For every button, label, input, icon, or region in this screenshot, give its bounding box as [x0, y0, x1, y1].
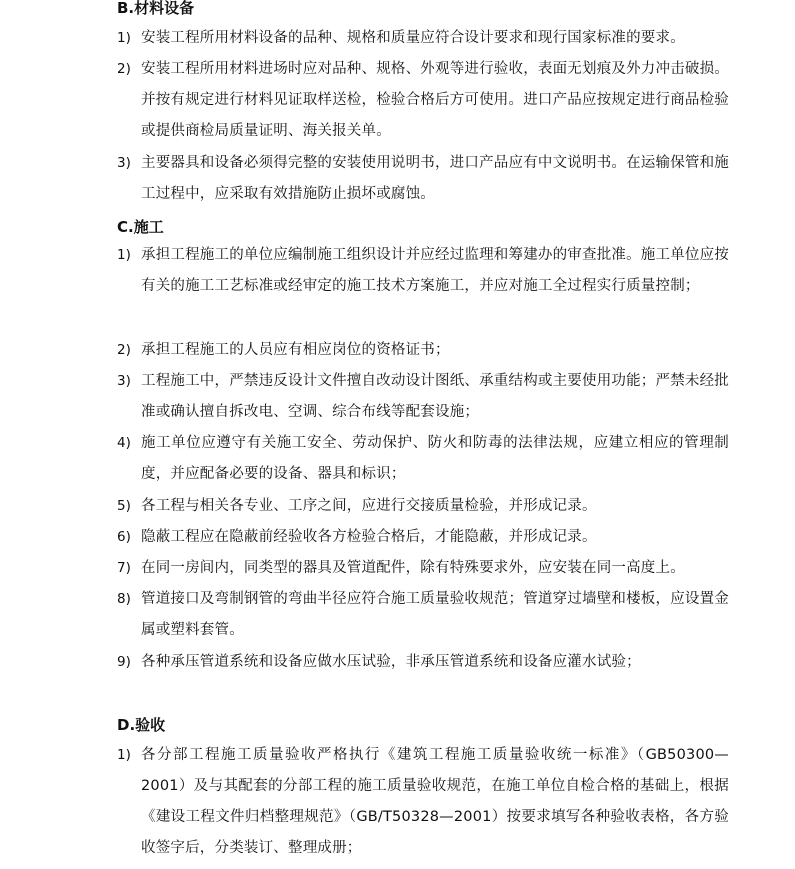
- item-number: 9): [117, 654, 131, 670]
- item-number: 8): [117, 591, 131, 607]
- item-number: 1): [117, 747, 131, 763]
- list-item-c6: [117, 522, 729, 553]
- list-item-c8: [117, 584, 729, 646]
- item-number: 2): [117, 342, 131, 358]
- item-text: 各种承压管道系统和设备应做水压试验，非承压管道系统和设备应灌水试验；: [141, 654, 641, 670]
- item-number: 1): [117, 247, 131, 263]
- item-number: 3): [117, 155, 131, 171]
- item-text: 承担工程施工的单位应编制施工组织设计并应经过监理和筹建办的审查批准。施工单位应按有关的施工工艺标准或经审定的施工技术方案施工，并应对施工全过程实行质量控制；: [141, 247, 729, 294]
- list-item-c2: [117, 335, 729, 366]
- item-number: 2): [117, 61, 131, 77]
- item-text: 在同一房间内，同类型的器具及管道配件，除有特殊要求外，应安装在同一高度上。: [141, 560, 685, 576]
- list-item-c3: [117, 366, 729, 428]
- section-heading-b: B.材料设备: [117, 0, 195, 17]
- item-text: 各工程与相关各专业、工序之间，应进行交接质量检验，并形成记录。: [141, 498, 597, 514]
- list-item-c5: [117, 491, 729, 522]
- list-item-b3: [117, 148, 729, 210]
- item-number: 7): [117, 560, 131, 576]
- list-item-d1: [117, 740, 729, 864]
- item-number: 5): [117, 498, 131, 514]
- item-number: 4): [117, 435, 131, 451]
- item-text: 主要器具和设备必须得完整的安装使用说明书，进口产品应有中文说明书。在运输保管和施工过程中，应采取有效措施防止损坏或腐蚀。: [141, 155, 729, 202]
- item-number: 6): [117, 529, 131, 545]
- list-item-c9: [117, 647, 729, 678]
- item-text: 承担工程施工的人员应有相应岗位的资格证书；: [141, 342, 450, 358]
- item-text: 安装工程所用材料设备的品种、规格和质量应符合设计要求和现行国家标准的要求。: [141, 30, 685, 46]
- item-text: 隐蔽工程应在隐蔽前经验收各方检验合格后，才能隐蔽，并形成记录。: [141, 529, 597, 545]
- item-text: 施工单位应遵守有关施工安全、劳动保护、防火和防毒的法律法规，应建立相应的管理制度，并应配备必要的设备、器具和标识；: [141, 435, 729, 482]
- item-text: 工程施工中，严禁违反设计文件擅自改动设计图纸、承重结构或主要使用功能；严禁未经批准或确认擅自拆改电、空调、综合布线等配套设施；: [141, 373, 729, 420]
- list-item-c4: [117, 428, 729, 490]
- section-heading-d: D.验收: [117, 716, 166, 734]
- section-heading-c: C.施工: [117, 218, 164, 236]
- list-item-b1: [117, 23, 729, 54]
- item-text: 各分部工程施工质量验收严格执行《建筑工程施工质量验收统一标准》（GB50300—2001）及与其配套的分部工程的施工质量验收规范，在施工单位自检合格的基础上，根据《建设工程文件归档整理规范》（GB/T50328—2001）按要求填写各种验收表格，各方验收签字后，分类装订、整理成册；: [141, 747, 729, 856]
- item-number: 1): [117, 30, 131, 46]
- item-text: 安装工程所用材料进场时应对品种、规格、外观等进行验收，表面无划痕及外力冲击破损。并按有规定进行材料见证取样送检，检验合格后方可使用。进口产品应按规定进行商品检验或提供商检局质量证明、海关报关单。: [141, 61, 729, 139]
- item-number: 3): [117, 373, 131, 389]
- list-item-c1: [117, 240, 729, 302]
- item-text: 管道接口及弯制钢管的弯曲半径应符合施工质量验收规范；管道穿过墙壁和楼板，应设置金属或塑料套管。: [141, 591, 729, 638]
- list-item-c7: [117, 553, 729, 584]
- list-item-b2: [117, 54, 729, 147]
